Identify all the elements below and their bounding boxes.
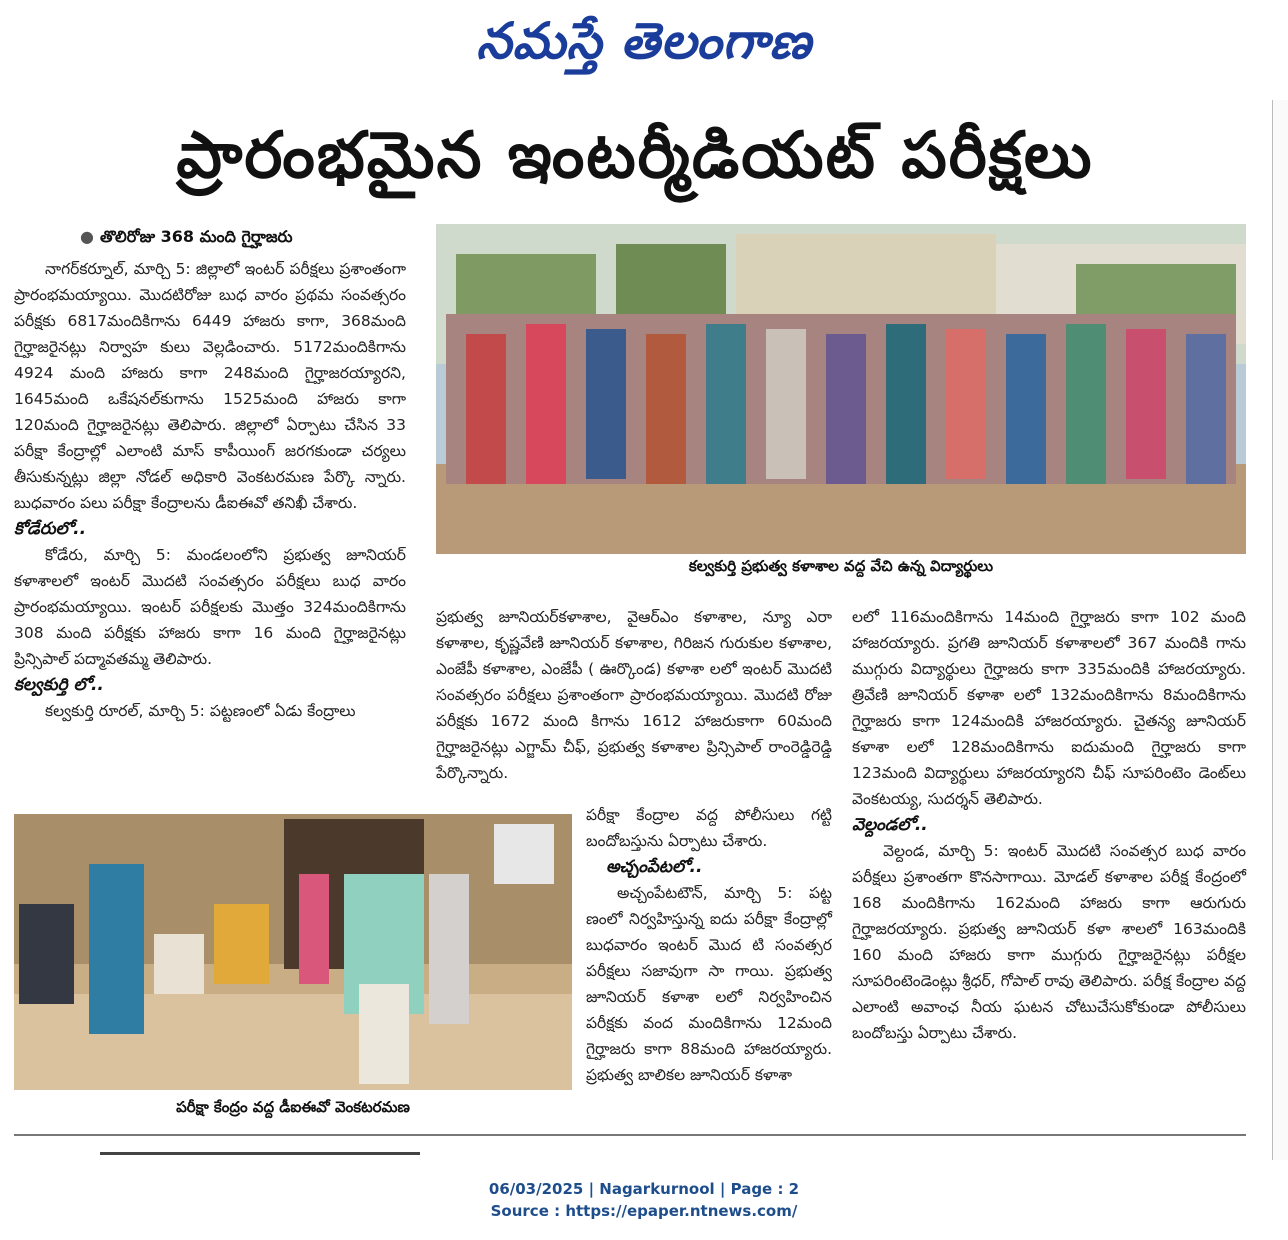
article-column-2 [436,604,832,786]
bottom-rule-dashes [100,1152,420,1155]
section-head-kodair: కోడేరులో.. [14,519,87,539]
paragraph-veldanda: వెల్దండ, మార్చి 5: ఇంటర్ మొదటి సంవత్సర బుధ వారం పరీక్షలు ప్రశాంతగా కొనసాగాయి. మోడల్ కళాశాల పరీక్ష కేంద్రంలో 168 మందికిగాను 162మంది హాజరు కాగా ఆరుగురు గైర్హాజరయ్యారు. ప్రభుత్వ జూనియర్ కళా శాలలో 163మందికి 160 మంది హాజరు కాగా ముగ్గురు గైర్హాజరైనట్లు పరీక్షల సూపరింటెండెంట్లు శ్రీధర్, గోపాల్ రావు తెలిపారు. పరీక్ష కేంద్రాల వద్ద ఎలాంటి అవాంఛ నీయ ఘటన చోటుచేసుకోకుండా పోలీసులు బందోబస్తు ఏర్పాటు చేశారు. [852,842,1246,1042]
caption-dieo: పరీక్షా కేంద్రం వద్ద డీఐఈవో వెంకటరమణ [176,1098,410,1116]
paragraph-nagarkurnool: నాగర్‌కర్నూల్, మార్చి 5: జిల్లాలో ఇంటర్ పరీక్షలు ప్రశాంతంగా ప్రారంభమయ్యాయి. మొదటిరోజు బుధ వారం ప్రథమ సంవత్సరం పరీక్షకు 6817మందికిగాను 6449 హాజరు కాగా, 368మంది గైర్హాజరైనట్లు నిర్వాహ కులు వెల్లడించారు. 5172మందికిగాను 4924 మంది హాజరు కాగా 248మంది గైర్హాజరయ్యారని, 1645మంది ఒకేషనల్‌కుగాను 1525మంది హాజరు కాగా 120మంది గైర్హాజరైనట్లు తెలిపారు. జిల్లాలో ఏర్పాటు చేసిన 33 పరీక్షా కేంద్రాల్లో ఎలాంటి మాస్ కాపీయింగ్ జరగకుండా చర్యలు తీసుకున్నట్లు జిల్లా నోడల్ అధికారి వెంకటరమణ పేర్కొ న్నారు. బుధవారం పలు పరీక్షా కేంద్రాలను డీఐఈవో తనిఖీ చేశారు. [14,260,406,512]
caption-students: కల్వకుర్తి ప్రభుత్వ కళాశాల వద్ద వేచి ఉన్న విద్యార్థులు [688,557,994,575]
paragraph-kalwakurthy-lead: కల్వకుర్తి రూరల్, మార్చి 5: పట్టణంలో ఏడు కేంద్రాలు [45,702,356,720]
dieo-photo-image [14,814,572,1090]
bottom-rule [14,1134,1246,1136]
bullet-icon: ● [80,227,94,246]
paragraph-kalwakurthy-colleges: ప్రభుత్వ జూనియర్‌కళాశాల, వైఆర్ఎం కళాశాల, న్యూ ఎరా కళాశాల, కృష్ణవేణి జూనియర్ కళాశాల, గిరిజన గురుకుల కళాశాల, ఎంజేపీ కళాశాల, ఎంజేపీ ( ఊర్కొండ) కళాశా లలో ఇంటర్ మొదటి సంవత్సరం పరీక్షలు ప్రశాంతంగా ప్రారంభమయ్యాయి. మొదటి రోజు పరీక్షకు 1672 మంది కిగాను 1612 హాజరుకాగా 60మంది గైర్హాజరైనట్లు ఎగ్జామ్ చీఫ్, ప్రభుత్వ కళాశాల ప్రిన్సిపాల్ రాంరెడ్డిరెడ్డి పేర్కొన్నారు. [436,608,832,782]
photo-students [436,224,1246,554]
footer-dateline: 06/03/2025 | Nagarkurnool | Page : 2 [488,1180,800,1198]
photo-dieo [14,814,572,1090]
article-column-1 [14,256,406,724]
section-head-achampet: అచ్చంపేటలో.. [606,857,703,877]
adjacent-page-edge [1272,100,1288,1160]
section-head-veldanda: వెల్దండలో.. [852,815,928,835]
students-photo-image [436,224,1246,554]
subheading [80,224,293,250]
article-column-3 [852,604,1246,1046]
subheading-text: తొలిరోజు 368 మంది గైర్హాజరు [99,227,293,246]
section-head-kalwakurthy: కల్వకుర్తి లో.. [14,675,104,695]
article-column-2-lower [586,802,832,1088]
masthead-logo: నమస్తే తెలంగాణ [476,12,812,70]
footer-source: Source : https://epaper.ntnews.com/ [490,1202,798,1220]
paragraph-police: పరీక్షా కేంద్రాల వద్ద పోలీసులు గట్టి బందోబస్తును ఏర్పాటు చేశారు. [586,806,832,850]
paragraph-kodair: కోడేరు, మార్చి 5: మండలంలోని ప్రభుత్వ జూనియర్ కళాశాలలో ఇంటర్ మొదటి సంవత్సరం పరీక్షలు బుధ వారం ప్రారంభమయ్యాయి. ఇంటర్ పరీక్షలకు మొత్తం 324మందికిగాను 308 మంది పరీక్షకు హాజరు కాగా 16 మంది గైర్హాజరైనట్లు ప్రిన్సిపాల్ పద్మావతమ్మ తెలిపారు. [14,546,406,668]
paragraph-achampet: అచ్చంపేటటౌన్, మార్చి 5: పట్ట ణంలో నిర్వహిస్తున్న ఐదు పరీక్షా కేంద్రాల్లో బుధవారం ఇంటర్ మొద టి సంవత్సర పరీక్షలు సజావుగా సా గాయి. ప్రభుత్వ జూనియర్ కళాశా లలో నిర్వహించిన పరీక్షకు వంద మందికిగాను 12మంది గైర్హాజరు కాగా 88మంది హాజరయ్యారు. ప్రభుత్వ బాలికల జూనియర్ కళాశా [586,884,832,1084]
headline: ప్రారంభమైన ఇంటర్మీడియట్ పరీక్షలు [176,119,1094,193]
paragraph-colleges-attendance: లలో 116మందికిగాను 14మంది గైర్హాజరు కాగా 102 మంది హాజరయ్యారు. ప్రగతి జూనియర్ కళాశాలలో 367 మందికి గాను ముగ్గురు విద్యార్థులు గైర్హాజరు కాగా 335మందికి హాజరయ్యారు. త్రివేణి జూనియర్ కళాశా లలో 132మందికిగాను 8మందికిగాను గైర్హాజరు కాగా 124మందికి హాజరయ్యారు. చైతన్య జూనియర్ కళాశా లలో 128మందికిగాను ఐదుమంది గైర్హాజరు కాగా 123మంది విద్యార్థులు హాజరయ్యారని చీఫ్ సూపరింటెం డెంట్‌లు వెంకటయ్య, సుదర్శన్ తెలిపారు. [852,608,1246,808]
